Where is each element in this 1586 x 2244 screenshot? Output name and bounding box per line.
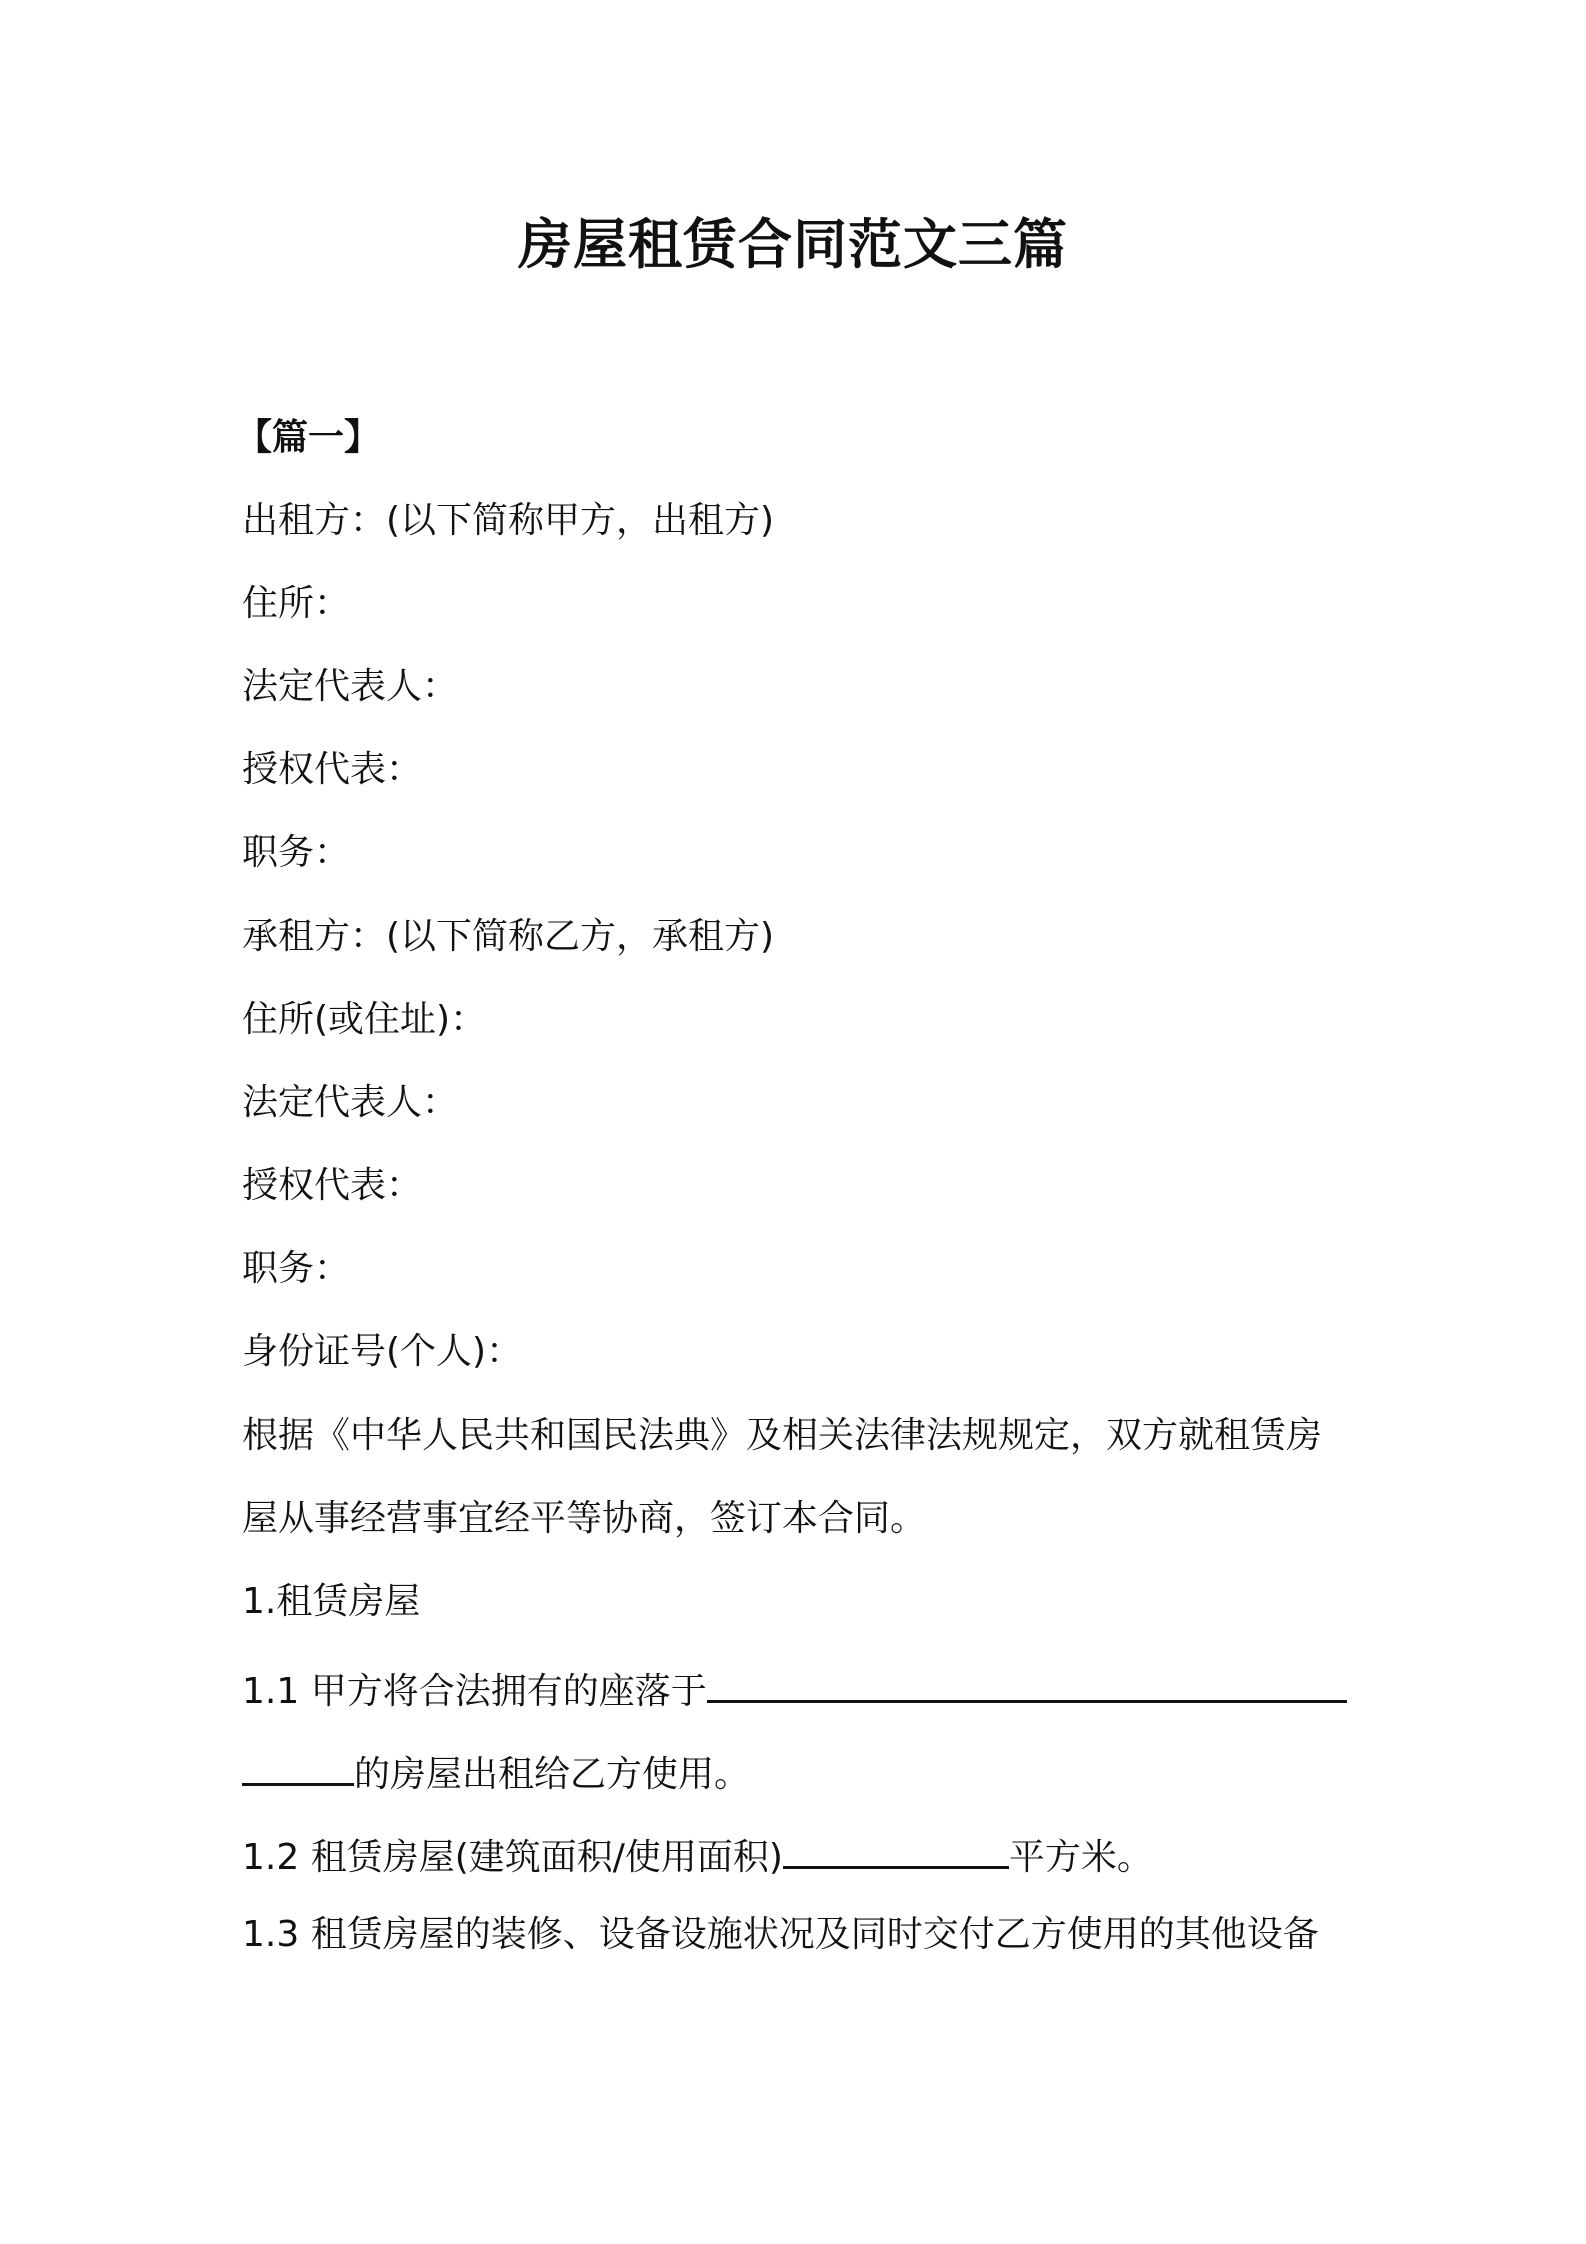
clause-1-1-line-1 xyxy=(242,1660,1347,1717)
lessor-position: 职务： xyxy=(242,832,351,873)
section-heading: 【篇一】 xyxy=(236,417,381,458)
area-blank-field[interactable] xyxy=(783,1826,1009,1869)
lessor-label: 出租方：(以下简称甲方，出租方) xyxy=(242,500,775,541)
location-blank-field-continued[interactable] xyxy=(242,1743,354,1786)
clause-1-heading: 1.租赁房屋 xyxy=(242,1581,421,1622)
preamble-line-2: 屋从事经营事宜经平等协商，签订本合同。 xyxy=(242,1498,927,1539)
lessee-legal-rep: 法定代表人： xyxy=(242,1082,459,1123)
clause-1-3: 1.3 租赁房屋的装修、设备设施状况及同时交付乙方使用的其他设备 xyxy=(242,1914,1319,1955)
document-title: 房屋租赁合同范文三篇 xyxy=(518,213,1068,276)
lessor-legal-rep: 法定代表人： xyxy=(242,666,459,707)
clause-1-2-prefix: 1.2 租赁房屋(建筑面积/使用面积) xyxy=(242,1837,783,1878)
clause-1-2 xyxy=(242,1826,1153,1883)
clause-1-1-line-2 xyxy=(242,1743,750,1800)
clause-1-1-suffix: 的房屋出租给乙方使用。 xyxy=(354,1754,751,1795)
lessor-address: 住所： xyxy=(242,583,351,624)
lessee-position: 职务： xyxy=(242,1248,351,1289)
location-blank-field[interactable] xyxy=(707,1660,1347,1703)
lessor-authorized-rep: 授权代表： xyxy=(242,749,423,790)
lessee-label: 承租方：(以下简称乙方，承租方) xyxy=(242,916,775,957)
clause-1-2-suffix: 平方米。 xyxy=(1008,1837,1153,1878)
lessee-id-number: 身份证号(个人)： xyxy=(242,1331,523,1372)
lessee-address: 住所(或住址)： xyxy=(242,999,487,1040)
lessee-authorized-rep: 授权代表： xyxy=(242,1165,423,1206)
clause-1-1-prefix: 1.1 甲方将合法拥有的座落于 xyxy=(242,1671,707,1712)
preamble-line-1: 根据《中华人民共和国民法典》及相关法律法规规定，双方就租赁房 xyxy=(242,1415,1323,1456)
